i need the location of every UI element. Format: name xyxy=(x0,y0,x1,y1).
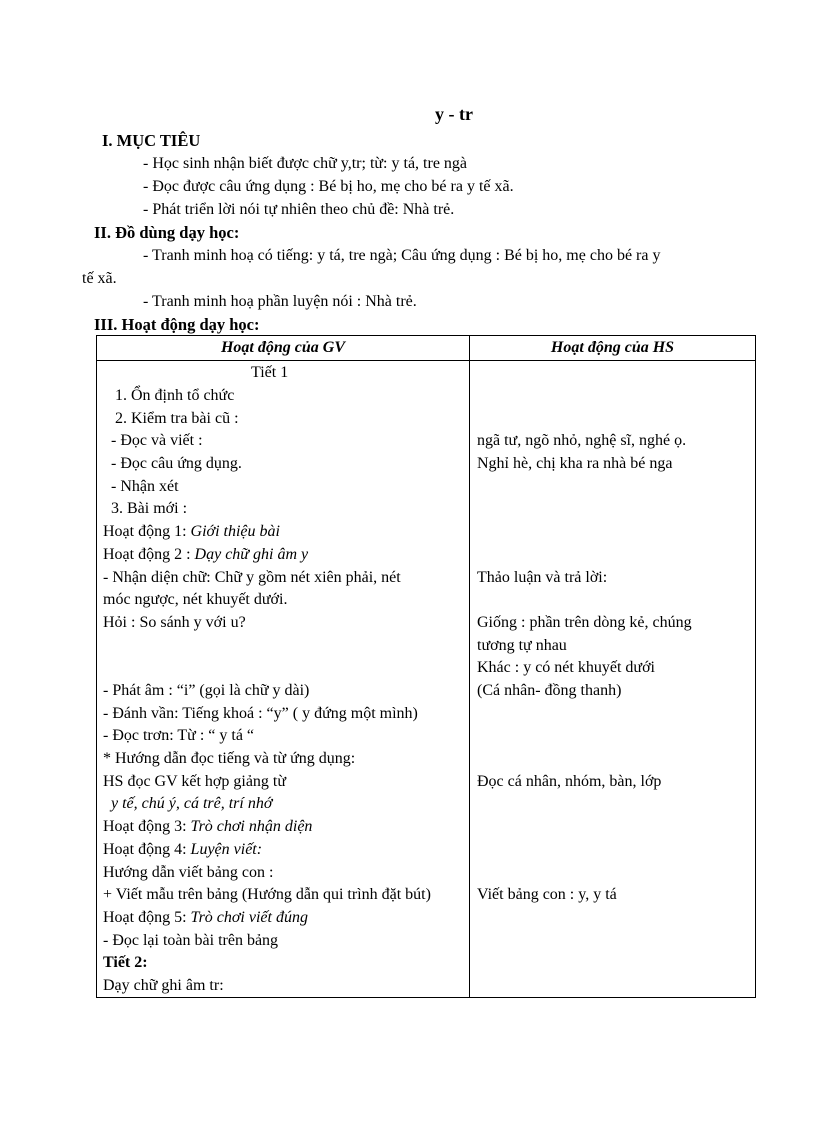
gv-line: - Đọc và viết : xyxy=(111,432,203,449)
gv-line: 3. Bài mới : xyxy=(111,500,188,517)
hs-line: ngã tư, ngõ nhỏ, nghệ sĩ, nghé ọ. xyxy=(477,432,687,449)
gv-line: - Phát âm : “i” (gọi là chữ y dài) xyxy=(103,682,310,699)
gv-line: - Đọc trơn: Từ : “ y tá “ xyxy=(103,727,255,744)
gv-line: Dạy chữ ghi âm tr: xyxy=(103,977,224,994)
materials-item: - Tranh minh hoạ phần luyện nói : Nhà trẻ. xyxy=(143,293,417,310)
materials-item: - Tranh minh hoạ có tiếng: y tá, tre ngà; Câu ứng dụng : Bé bị ho, mẹ cho bé ra y xyxy=(143,247,661,264)
objective-item: - Học sinh nhận biết được chữ y,tr; từ: y tá, tre ngà xyxy=(143,155,468,172)
hs-line: Đọc cá nhân, nhóm, bàn, lớp xyxy=(477,773,662,790)
hs-line: Giống : phần trên dòng kẻ, chúng xyxy=(477,614,692,631)
gv-activity-5: Hoạt động 5: Trò chơi viết đúng xyxy=(103,909,308,926)
tiet2-label: Tiết 2: xyxy=(103,954,148,971)
gv-line: - Nhận xét xyxy=(111,478,179,495)
section3-heading: III. Hoạt động dạy học: xyxy=(94,315,260,334)
hs-line: Thảo luận và trả lời: xyxy=(477,569,608,586)
gv-line: - Đọc câu ứng dụng. xyxy=(111,455,242,472)
lesson-title: y - tr xyxy=(435,104,473,124)
section2-heading: II. Đồ dùng dạy học: xyxy=(94,223,240,242)
hs-line: Khác : y có nét khuyết dưới xyxy=(477,659,655,676)
gv-line: - Đánh vần: Tiếng khoá : “y” ( y đứng một mình) xyxy=(103,705,418,722)
gv-line: - Nhận diện chữ: Chữ y gồm nét xiên phải, nét xyxy=(103,569,401,586)
gv-line: 2. Kiểm tra bài cũ : xyxy=(115,410,239,427)
hs-line: Viết bảng con : y, y tá xyxy=(477,886,617,903)
gv-activity-4: Hoạt động 4: Luyện viết: xyxy=(103,841,263,858)
gv-line: 1. Ổn định tổ chức xyxy=(115,387,235,404)
gv-line: Hỏi : So sánh y với u? xyxy=(103,614,246,631)
gv-activity-1: Hoạt động 1: Giới thiệu bài xyxy=(103,523,280,540)
header-student: Hoạt động của HS xyxy=(550,339,675,356)
hs-line: Nghỉ hè, chị kha ra nhà bé nga xyxy=(477,455,673,472)
header-teacher: Hoạt động của GV xyxy=(220,339,345,356)
objective-item: - Đọc được câu ứng dụng : Bé bị ho, mẹ cho bé ra y tế xã. xyxy=(143,178,514,195)
activities-table xyxy=(96,335,756,998)
gv-line: Hướng dẫn viết bảng con : xyxy=(103,864,274,881)
gv-words: y tế, chú ý, cá trê, trí nhớ xyxy=(111,795,273,812)
gv-line: - Đọc lại toàn bài trên bảng xyxy=(103,932,279,949)
materials-item-cont: tế xã. xyxy=(82,270,117,287)
objective-item: - Phát triển lời nói tự nhiên theo chủ đề: Nhà trẻ. xyxy=(143,201,455,218)
hs-line: tương tự nhau xyxy=(477,637,567,654)
hs-line: (Cá nhân- đồng thanh) xyxy=(477,682,622,699)
gv-line: + Viết mẫu trên bảng (Hướng dẫn qui trình đặt bút) xyxy=(103,886,431,903)
gv-activity-2: Hoạt động 2 : Dạy chữ ghi âm y xyxy=(103,546,309,563)
gv-line: * Hướng dẫn đọc tiếng và từ ứng dụng: xyxy=(103,750,356,767)
section1-heading: I. MỤC TIÊU xyxy=(102,131,201,150)
column-divider xyxy=(469,336,470,997)
gv-line: móc ngược, nét khuyết dưới. xyxy=(103,591,288,608)
tiet1-label: Tiết 1 xyxy=(251,364,289,381)
header-divider xyxy=(97,360,755,361)
gv-activity-3: Hoạt động 3: Trò chơi nhận diện xyxy=(103,818,313,835)
gv-line: HS đọc GV kết hợp giảng từ xyxy=(103,773,287,790)
